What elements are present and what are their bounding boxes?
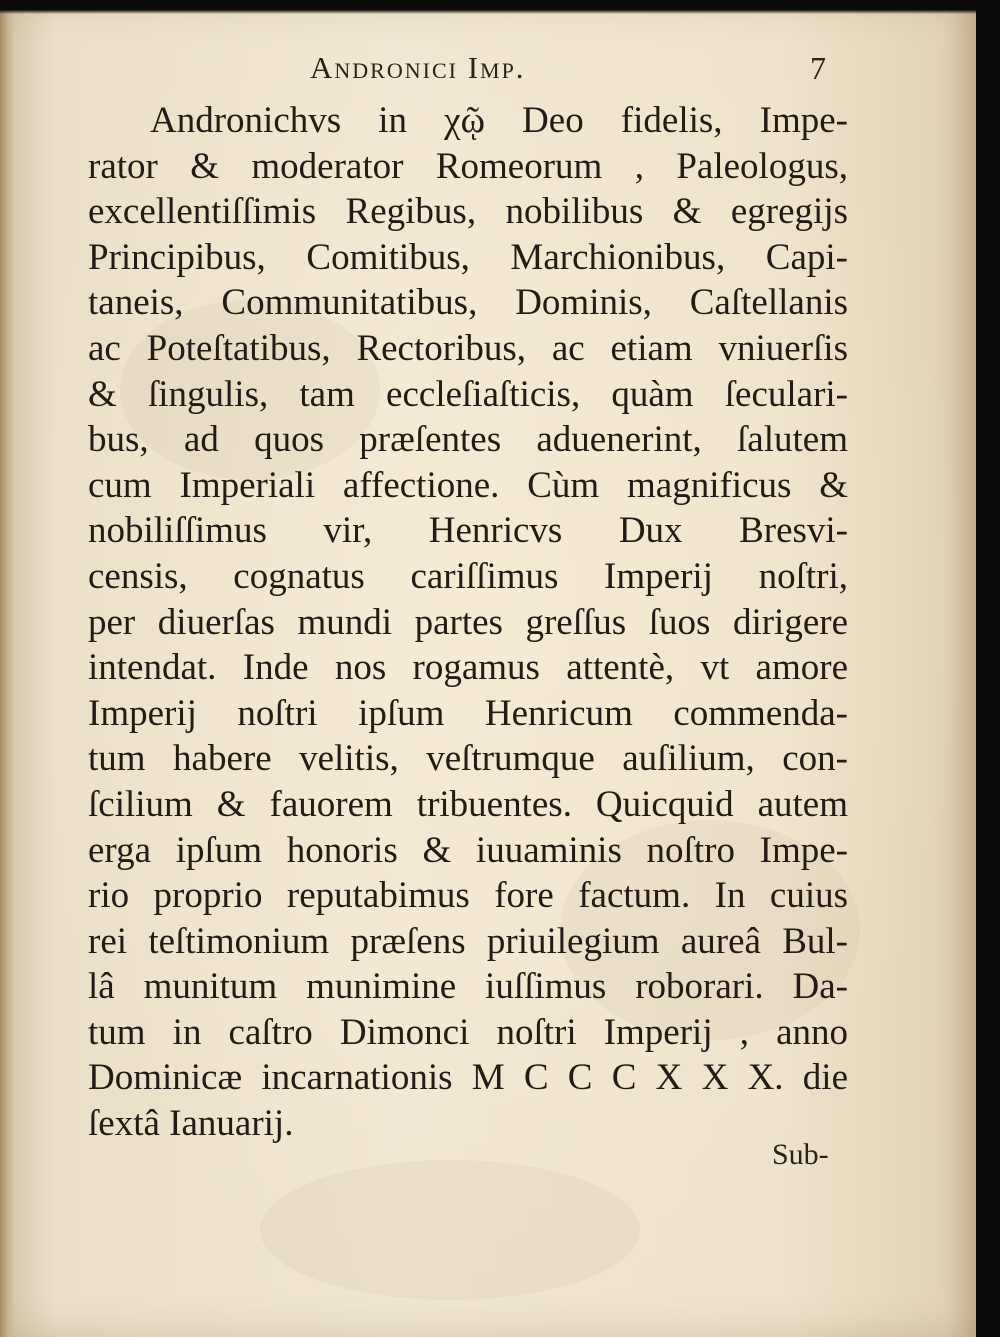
running-head: Andronici Imp.: [310, 50, 526, 85]
text-line: excellentiſſimis Regibus, nobilibus & egregijs: [88, 191, 848, 233]
text-line: intendat. Inde nos rogamus attentè, vt amore: [88, 647, 848, 689]
dark-background-edge: [976, 0, 1000, 1337]
text-line: ſcilium & fauorem tribuentes. Quicquid autem: [88, 783, 848, 825]
text-line: taneis, Communitatibus, Dominis, Caſtellanis: [88, 282, 848, 324]
text-line: nobiliſſimus vir, Henricvs Dux Bresvi-: [88, 510, 848, 552]
text-line: Principibus, Comitibus, Marchionibus, Capi-: [88, 236, 848, 278]
text-line: erga ipſum honoris & iuuaminis noſtro Impe-: [88, 829, 848, 871]
text-line: ſextâ Ianuarij.: [88, 1103, 294, 1145]
text-line: censis, cognatus cariſſimus Imperij noſtri,: [88, 555, 848, 597]
text-line: ac Poteſtatibus, Rectoribus, ac etiam vniuerſis: [88, 327, 848, 369]
text-line: Imperij noſtri ipſum Henricum commenda-: [88, 692, 848, 734]
letter-text: [88, 98, 848, 1147]
text-line: cum Imperiali affectione. Cùm magnificus &: [88, 464, 848, 506]
page-number: 7: [810, 50, 826, 86]
text-line: lâ munitum munimine iuſſimus roborari. Da-: [88, 966, 848, 1008]
text-line: tum in caſtro Dimonci noſtri Imperij , anno: [88, 1011, 848, 1053]
text-line: rio proprio reputabimus fore factum. In cuius: [88, 875, 848, 917]
text-line: tum habere velitis, veſtrumque auſilium, con-: [88, 738, 848, 780]
paper-stain: [260, 1160, 640, 1300]
text-line: per diuerſas mundi partes greſſus ſuos dirigere: [88, 601, 848, 643]
text-line: Dominicæ incarnationis M C C C X X X. die: [88, 1057, 848, 1099]
text-line: rei teſtimonium præſens priuilegium aureâ Bul-: [88, 920, 848, 962]
catchword: Sub-: [772, 1138, 829, 1171]
text-line: Andronichvs in χῷ Deo fidelis, Impe-: [150, 100, 848, 141]
text-line: bus, ad quos præſentes aduenerint, ſalutem: [88, 419, 848, 461]
text-line: rator & moderator Romeorum , Paleologus,: [88, 145, 848, 187]
dark-background-top: [0, 0, 1000, 14]
text-line: & ſingulis, tam eccleſiaſticis, quàm ſeculari-: [88, 373, 848, 415]
binding-gutter: [0, 0, 14, 1337]
